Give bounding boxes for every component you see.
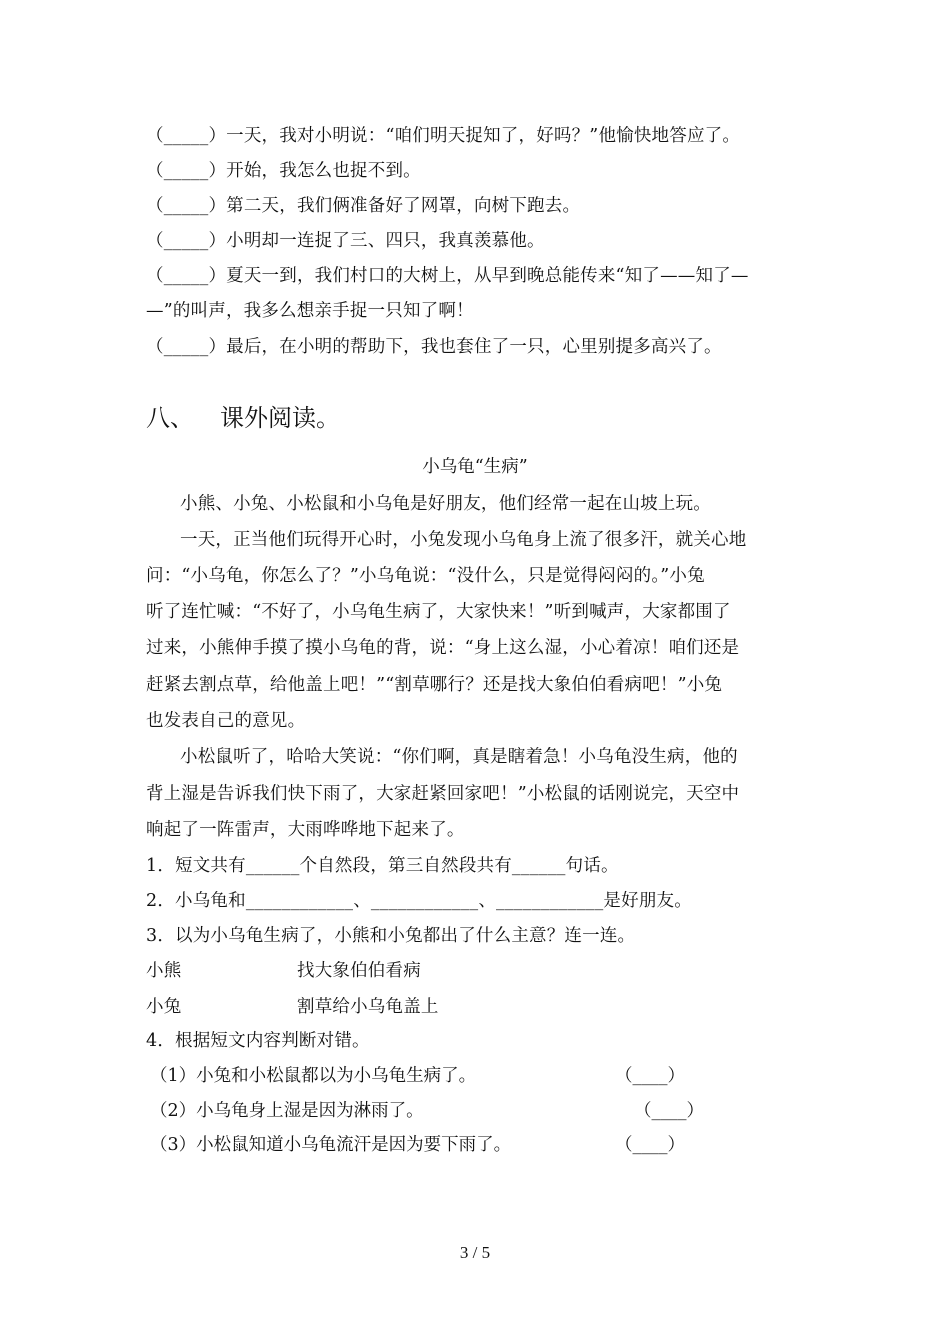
judgment-1-mark[interactable]: （____） [615,1066,685,1086]
ordering-item-2 [146,157,421,182]
order-text: 小明却一连捉了三、四只，我真羡慕他。 [226,231,545,251]
judgment-3: （3）小松鼠知道小乌龟流汗是因为要下雨了。 [150,1135,512,1155]
story-line: 小熊、小兔、小松鼠和小乌龟是好朋友，他们经常一起在山坡上玩。 [180,494,711,514]
story-line: 过来，小熊伸手摸了摸小乌龟的背，说：“身上这么湿，小心着凉！咱们还是 [146,638,740,658]
match-right-elephant[interactable]: 找大象伯伯看病 [297,961,421,981]
story-line: 小松鼠听了，哈哈大笑说：“你们啊，真是瞎着急！小乌龟没生病，他的 [180,747,738,767]
ordering-item-4 [146,227,545,252]
section-title: 课外阅读。 [220,404,340,432]
judgment-3-mark[interactable]: （____） [615,1135,685,1155]
section-heading [146,398,340,433]
ordering-item-3 [146,192,580,217]
question-4: 4．根据短文内容判断对错。 [146,1031,370,1051]
section-number: 八、 [146,404,194,432]
order-blank[interactable]: （_____） [146,161,227,181]
order-text: —”的叫声，我多么想亲手捉一只知了啊！ [146,301,474,321]
order-blank[interactable]: （_____） [146,266,227,286]
order-blank[interactable]: （_____） [146,231,227,251]
question-1[interactable]: 1．短文共有______个自然段，第三自然段共有______句话。 [146,856,619,876]
question-3: 3．以为小乌龟生病了，小熊和小兔都出了什么主意？连一连。 [146,926,636,946]
match-left-rabbit[interactable]: 小兔 [146,997,182,1017]
judgment-2: （2）小乌龟身上湿是因为淋雨了。 [150,1101,424,1121]
story-line: 听了连忙喊：“不好了，小乌龟生病了，大家快来！”听到喊声，大家都围了 [146,602,731,622]
judgment-2-mark[interactable]: （____） [634,1101,704,1121]
story-line: 问：“小乌龟，你怎么了？”小乌龟说：“没什么，只是觉得闷闷的。”小兔 [146,566,705,586]
story-line: 赶紧去割点草，给他盖上吧！”“割草哪行？还是找大象伯伯看病吧！”小兔 [146,675,723,695]
story-line: 响起了一阵雷声，大雨哗哗地下起来了。 [146,820,465,840]
order-text: 最后，在小明的帮助下，我也套住了一只，心里别提多高兴了。 [226,337,722,357]
ordering-item-5 [146,262,749,287]
order-blank[interactable]: （_____） [146,196,227,216]
match-right-grass[interactable]: 割草给小乌龟盖上 [297,997,439,1017]
judgment-1: （1）小兔和小松鼠都以为小乌龟生病了。 [150,1066,477,1086]
order-text: 开始，我怎么也捉不到。 [226,161,421,181]
story-line: 背上湿是告诉我们快下雨了，大家赶紧回家吧！”小松鼠的话刚说完，天空中 [146,784,740,804]
ordering-item-5-cont [146,297,474,322]
order-text: 夏天一到，我们村口的大树上，从早到晚总能传来“知了——知了— [226,266,749,286]
question-2[interactable]: 2．小乌龟和____________、____________、____________是好朋友。 [146,891,692,911]
story-title: 小乌龟“生病” [422,457,528,477]
order-blank[interactable]: （_____） [146,126,227,146]
order-blank[interactable]: （_____） [146,337,227,357]
story-line: 也发表自己的意见。 [146,711,306,731]
story-line: 一天，正当他们玩得开心时，小兔发现小乌龟身上流了很多汗，就关心地 [180,530,747,550]
order-text: 第二天，我们俩准备好了网罩，向树下跑去。 [226,196,581,216]
order-text: 一天，我对小明说：“咱们明天捉知了，好吗？”他愉快地答应了。 [226,126,741,146]
page-number: 3 / 5 [459,1243,491,1262]
ordering-item-6 [146,333,722,358]
match-left-bear[interactable]: 小熊 [146,961,182,981]
ordering-item-1 [146,122,740,147]
